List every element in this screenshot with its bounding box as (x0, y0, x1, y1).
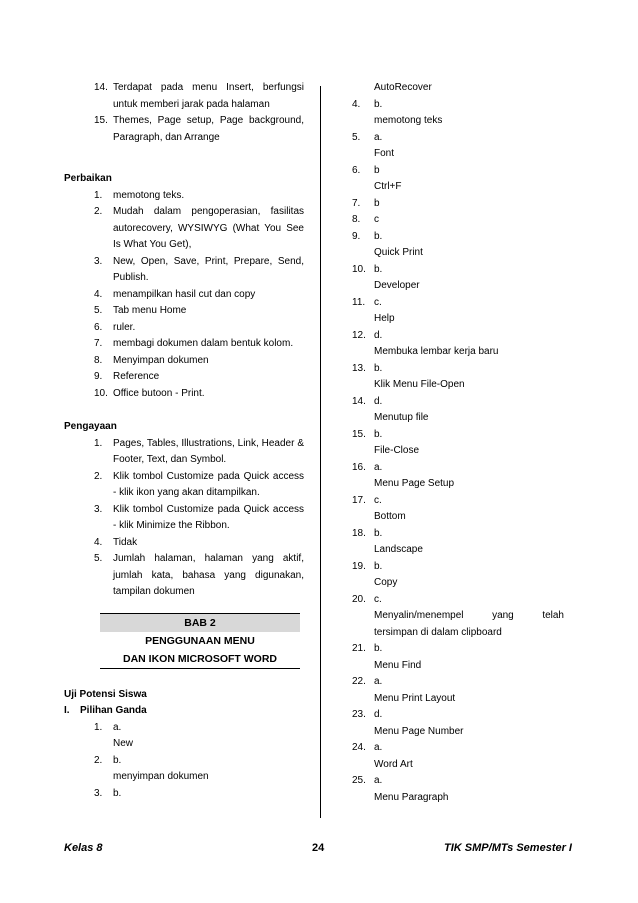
list-item (94, 353, 304, 370)
answer-letter: a. (374, 676, 383, 687)
answer-text: Menu Paragraph (374, 791, 449, 803)
item-number: 5. (94, 305, 103, 316)
list-item (94, 113, 304, 146)
answer-text: Developer (374, 280, 420, 291)
question-number: 10. (352, 263, 366, 275)
item-text: Tidak (113, 536, 138, 548)
answer-letter: b. (374, 98, 383, 110)
answer-word: Menyalin/menempel (374, 610, 464, 621)
chapter-number: BAB 2 (100, 613, 300, 632)
answer-item (352, 773, 566, 790)
chapter-title-line-1: PENGGUNAAN MENU (145, 634, 255, 647)
answer-item (352, 493, 566, 510)
answer-letter: a. (113, 721, 122, 733)
chapter-heading-box (100, 613, 300, 669)
question-number: 23. (352, 709, 366, 720)
answer-letter: a. (374, 131, 383, 143)
item-text: Office butoon - Print. (113, 387, 205, 399)
answer-item (352, 212, 566, 229)
perbaikan-heading: Perbaikan (64, 173, 112, 184)
list-item (94, 287, 304, 304)
item-text: Menyimpan dokumen (113, 354, 209, 366)
answer-item (352, 328, 566, 345)
item-number: 4. (94, 288, 103, 300)
list-item (94, 188, 304, 205)
continuation-text: AutoRecover (374, 82, 432, 93)
list-item (94, 80, 304, 113)
list-item (94, 204, 304, 254)
perbaikan-list (94, 188, 304, 403)
answer-text: Menu Page Number (374, 725, 464, 737)
answer-item (94, 720, 304, 737)
answer-letter: b. (374, 527, 383, 539)
item-number: 3. (94, 503, 103, 515)
top-items-list (94, 80, 304, 146)
item-text: Reference (113, 371, 160, 382)
pengayaan-list (94, 436, 304, 601)
item-number: 3. (94, 255, 103, 267)
answer-letter: c. (374, 296, 382, 308)
answer-item (352, 707, 566, 724)
answer-text: menyimpan dokumen (113, 771, 209, 782)
answer-text: Menutup file (374, 412, 429, 423)
item-number: 1. (94, 189, 103, 201)
section-number: I. (64, 705, 70, 716)
answer-text: Help (374, 313, 395, 324)
item-number: 8. (94, 354, 103, 366)
question-number: 8. (352, 214, 361, 225)
answer-word: telah (542, 610, 564, 621)
answer-letter: b (374, 164, 380, 176)
item-text: Klik tombol Customize pada Quick access - klik ikon yang akan ditampilkan. (113, 470, 304, 498)
item-text: membagi dokumen dalam bentuk kolom. (113, 338, 294, 349)
answer-letter: b. (374, 560, 383, 572)
pengayaan-heading: Pengayaan (64, 421, 117, 432)
item-text: menampilkan hasil cut dan copy (113, 288, 256, 300)
item-text: Pages, Tables, Illustrations, Link, Header & Footer, Text, dan Symbol. (113, 437, 304, 465)
answer-text: New (113, 738, 134, 749)
list-item (94, 303, 304, 320)
answer-text: memotong teks (374, 115, 443, 126)
answer-letter: d. (374, 709, 383, 720)
item-text: Jumlah halaman, halaman yang aktif, jumlah kata, bahasa yang digunakan, tampilan dokumen (113, 553, 304, 597)
answer-text: Menu Page Setup (374, 478, 455, 489)
answer-letter: b (374, 197, 380, 209)
answer-item (352, 361, 566, 378)
answer-letter: a. (374, 461, 383, 473)
answer-letter: b. (113, 754, 122, 766)
answer-item (352, 427, 566, 444)
answer-item (352, 592, 566, 609)
footer-subject: TIK SMP/MTs Semester I (444, 842, 572, 854)
question-number: 14. (352, 395, 366, 407)
section-title: Pilihan Ganda (80, 705, 147, 716)
question-number: 4. (352, 98, 361, 110)
answer-letter: b. (374, 230, 383, 242)
answer-letter: a. (374, 775, 383, 786)
question-number: 16. (352, 461, 366, 473)
question-number: 15. (352, 428, 366, 440)
answer-item (352, 262, 566, 279)
question-number: 1. (94, 721, 103, 733)
list-item (94, 254, 304, 287)
answer-text: Word Art (374, 758, 413, 770)
answer-letter: b. (374, 362, 383, 374)
question-number: 12. (352, 329, 366, 341)
list-item (94, 469, 304, 502)
answer-text: Font (374, 148, 395, 159)
item-number: 15. (94, 115, 108, 126)
item-number: 6. (94, 321, 103, 333)
answer-letter: d. (374, 329, 383, 341)
answer-text: Landscape (374, 544, 423, 555)
answer-letter: b. (374, 263, 383, 275)
question-number: 24. (352, 742, 366, 753)
item-text: Terdapat pada menu Insert, berfungsi untuk memberi jarak pada halaman (113, 82, 304, 110)
answer-text (374, 608, 564, 625)
answer-text: File-Close (374, 445, 420, 456)
item-text: Tab menu Home (113, 305, 187, 316)
item-number: 7. (94, 338, 103, 349)
answer-letter: c. (374, 494, 382, 506)
item-number: 14. (94, 82, 108, 93)
answer-item (352, 460, 566, 477)
answer-item (352, 163, 566, 180)
footer-class: Kelas 8 (64, 842, 103, 854)
question-number: 2. (94, 754, 103, 766)
answer-item (352, 740, 566, 757)
item-text: New, Open, Save, Print, Prepare, Send, Publish. (113, 255, 304, 283)
answer-text: Bottom (374, 511, 406, 522)
item-number: 4. (94, 536, 103, 548)
question-number: 11. (352, 296, 366, 308)
item-text: memotong teks. (113, 189, 185, 201)
question-number: 6. (352, 164, 361, 176)
question-number: 3. (94, 787, 103, 799)
answer-item (352, 97, 566, 114)
answer-item (352, 130, 566, 147)
pilihan-ganda-heading (64, 703, 304, 720)
question-number: 7. (352, 197, 361, 209)
answer-letter: c. (374, 593, 382, 605)
answer-letter: b. (374, 643, 383, 654)
answer-text: Klik Menu File-Open (374, 379, 465, 390)
item-text: Klik tombol Customize pada Quick access - klik Minimize the Ribbon. (113, 503, 304, 531)
page-number: 24 (312, 842, 325, 854)
answer-text: Quick Print (374, 247, 423, 258)
question-number: 13. (352, 362, 366, 374)
page-footer (64, 842, 572, 854)
chapter-title-line-2: DAN IKON MICROSOFT WORD (100, 650, 300, 669)
list-item (94, 369, 304, 386)
question-number: 18. (352, 527, 366, 539)
list-item (94, 386, 304, 403)
answer-item (352, 641, 566, 658)
item-number: 1. (94, 437, 103, 449)
list-item (94, 502, 304, 535)
item-text: ruler. (113, 321, 136, 333)
answer-text: Membuka lembar kerja baru (374, 346, 499, 357)
pilihan-ganda-list (94, 720, 304, 803)
question-number: 22. (352, 676, 366, 687)
list-item (94, 551, 304, 601)
answer-letter: a. (374, 742, 383, 753)
answer-letter: b. (113, 787, 122, 799)
answer-word: yang (492, 610, 514, 621)
left-column (64, 80, 304, 802)
answer-item (352, 526, 566, 543)
answer-item (94, 753, 304, 770)
list-item (94, 320, 304, 337)
item-number: 9. (94, 371, 103, 382)
answer-text: Ctrl+F (374, 181, 402, 192)
uji-potensi-heading: Uji Potensi Siswa (64, 688, 147, 700)
answer-text: Menu Print Layout (374, 692, 456, 704)
answer-item (352, 229, 566, 246)
answer-item (352, 674, 566, 691)
answer-text: tersimpan di dalam clipboard (374, 626, 502, 638)
answer-item (352, 394, 566, 411)
item-text: Themes, Page setup, Page background, Paragraph, dan Arrange (113, 115, 304, 143)
question-number: 5. (352, 131, 361, 143)
item-text: Mudah dalam pengoperasian, fasilitas autorecovery, WYSIWYG (What You See Is What You Get), (113, 206, 304, 250)
item-number: 2. (94, 470, 103, 482)
answer-item (352, 559, 566, 576)
answer-letter: b. (374, 428, 383, 440)
item-number: 10. (94, 387, 108, 399)
list-item (94, 436, 304, 469)
answer-item (352, 196, 566, 213)
list-item (94, 535, 304, 552)
question-number: 17. (352, 494, 366, 506)
answer-letter: c (374, 214, 379, 225)
answer-item (352, 295, 566, 312)
question-number: 19. (352, 560, 366, 572)
question-number: 9. (352, 230, 361, 242)
list-item (94, 336, 304, 353)
question-number: 25. (352, 775, 366, 786)
answers-list (352, 97, 566, 807)
answer-letter: d. (374, 395, 383, 407)
question-number: 20. (352, 593, 366, 605)
answer-text: Menu Find (374, 659, 422, 671)
item-number: 5. (94, 553, 103, 564)
right-column (352, 80, 566, 806)
answer-item (94, 786, 304, 803)
item-number: 2. (94, 206, 103, 217)
answer-text: Copy (374, 577, 398, 588)
column-divider (320, 86, 321, 818)
question-number: 21. (352, 643, 366, 654)
